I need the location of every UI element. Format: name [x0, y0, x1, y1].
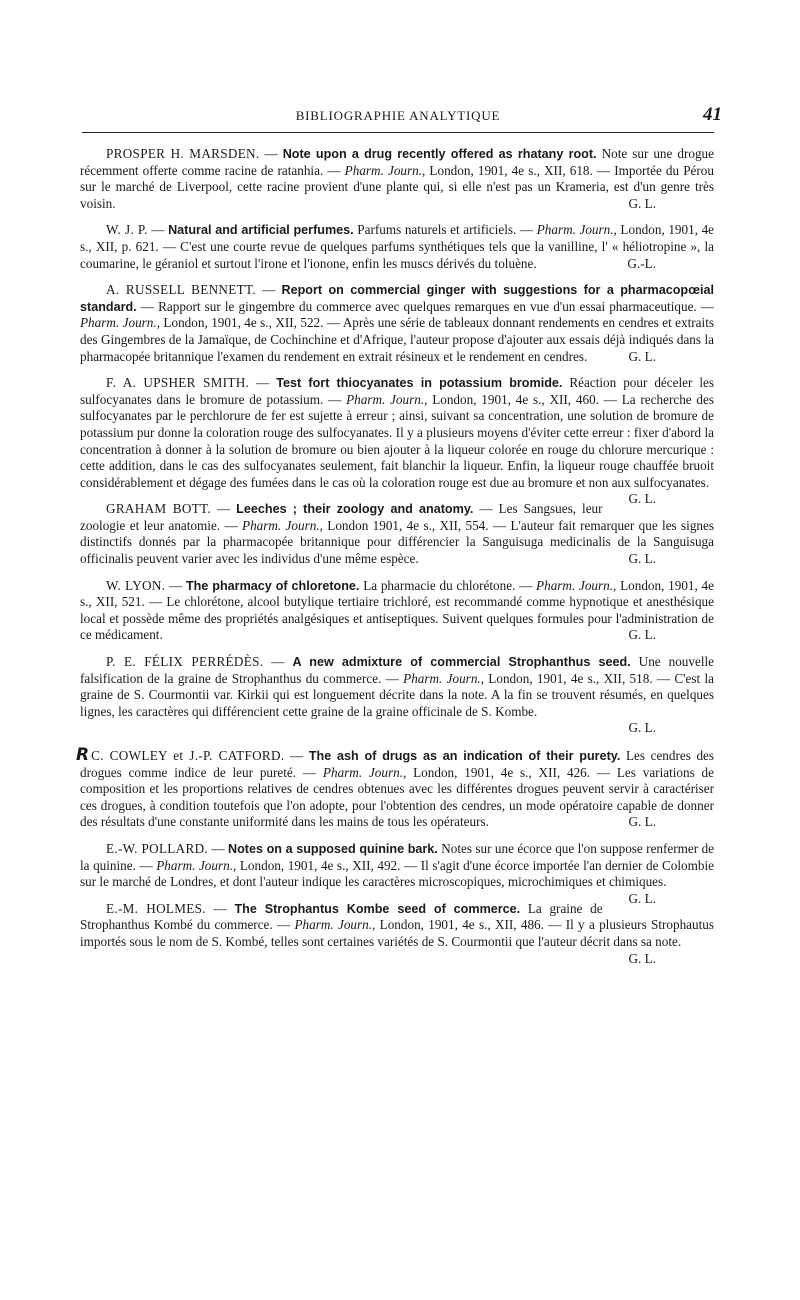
entry-title: The Strophantus Kombe seed of commerce.	[234, 901, 521, 916]
bibliography-entry: P. E. FÉLIX PERRÉDÈS. — A new admixture of commercial Strophanthus seed. Une nouvelle falsification de la graine de Strophanthus du commerce. — Pharm. Journ., London, 1901, 4e s., XII, 518. — C'est la graine de S. Courmontii var. Kirkii qui est longuement décrite dans la note. A la fin se trouvent résumés, en quelques lignes, les caractères qui différencient cette graine de la graine officinale de S. Kombe. G. L.	[80, 654, 715, 736]
entry-title: A new admixture of commercial Strophanthus seed.	[292, 655, 631, 670]
entry-body: , London, 1901, 4e s., XII, 426. — Les variations de composition et les proportions relatives de cendres obtenues avec les différentes drogues peuvent servir à caractériser ces drogues, à condition toutefois que l'on adopte, pour l'obtention des cendres, un mode opératoire capable de donner des résultats d'une constante uniformité dans les mains de tous les opérateurs.	[80, 764, 714, 830]
bibliography-list	[76, 146, 715, 967]
entry-title: The ash of drugs as an indication of their purety.	[308, 749, 621, 763]
entry-body: Une nouvelle falsification de la graine de Strophanthus du commerce. —	[80, 654, 715, 686]
entry-body: La graine de Strophanthus Kombé du commerce. —	[80, 900, 603, 933]
entry-title: Leeches ; their zoology and anatomy.	[236, 502, 474, 517]
bibliography-entry: A. RUSSELL BENNETT. — Report on commercial ginger with suggestions for a pharmacopœial standard. — Rapport sur le gingembre du commerce avec quelques remarques en vue d'un essai pharmaceutique. — Pharm. Journ., London, 1901, 4e s., XII, 522. — Après une série de tableaux donnant rendements en cendres et extraits des Gingembres de la Jamaïque, de Cochinchine et d'Afrique, l'auteur propose d'ajouter aux essais déjà indiqués dans la pharmacopée britannique l'examen du rendement en extrait résineux et le rendement en cendres. G. L.	[80, 282, 715, 364]
entry-signature: G. L.	[628, 720, 656, 736]
bibliography-entry: W. J. P. — Natural and artificial perfumes. Parfums naturels et artificiels. — Pharm. Journ., London, 1901, 4e s., XII, p. 621. — C'est une courte revue de quelques parfums synthétiques tels que la vanilline, l' « héliotropine », la coumarine, le géraniol et surtout l'irone et l'ionone, enfin les muscs dérivés du toluène. G.-L.	[80, 222, 715, 271]
entry-signature: G. L.	[628, 348, 656, 364]
entry-journal: Pharm. Journ.	[536, 222, 614, 238]
entry-journal: Pharm. Journ.	[156, 857, 234, 873]
bibliography-entry: E.-W. POLLARD. — Notes on a supposed quinine bark. Notes sur une écorce que l'on suppose renfermer de la quinine. — Pharm. Journ., London, 1901, 4e s., XII, 492. — Il s'agit d'une écorce importée l'an dernier de Colombie sur le marché de Londres, et dont l'auteur indique les caractères microscopiques, microchimiques et chimiques. G. L.	[80, 840, 715, 906]
entry-body: , London, 1901, 4e s., XII, 518. — C'est la graine de S. Courmontii var. Kirkii qui est longuement décrite dans la note. A la fin se trouvent résumés, en quelques lignes, les caractères qui différencient cette graine de la graine officinale de S. Kombe.	[80, 670, 715, 719]
bibliography-entry: F. A. UPSHER SMITH. — Test fort thiocyanates in potassium bromide. Réaction pour déceler les sulfocyanates dans le bromure de potassium. — Pharm. Journ., London, 1901, 4e s., XII, 460. — La recherche des sulfocyanates par le perchlorure de fer est sujette à erreur ; ainsi, suivant sa concentration, une solution de bromure de potassium pur donne la coloration rouge des sulfocyanates. Il y a plusieurs moyens d'éviter cette erreur : fixer d'abord la concentration à donner à la solution de bromure ou bien ajouter à la liqueur colorée en rouge du chlorure mercurique : cette addition, dans le cas des sulfocyanates seulement, fait blanchir la liqueur. Enfin, la liqueur rouge chauffée bruoit considérablement et dégage des fumées dans le cas où la coloration rouge est due au bromure et non aux sulfocyanates. G. L.	[80, 375, 715, 507]
entry-title: The pharmacy of chloretone.	[185, 578, 360, 593]
entry-body: , London, 1901, 4e s., XII, 522. — Après une série de tableaux donnant rendements en cendres et extraits des Gingembres de la Jamaïque, de Cochinchine et d'Afrique, l'auteur propose d'ajouter aux essais déjà indiqués dans la pharmacopée britannique l'examen du rendement en extrait résineux et le rendement en cendres.	[80, 315, 714, 364]
entry-body: Réaction pour déceler les sulfocyanates dans le bromure de potassium. —	[80, 375, 715, 407]
entry-author: A. RUSSELL BENNETT.	[106, 282, 256, 298]
entry-body: Rapport sur le gingembre du commerce avec quelques remarques en vue d'un essai pharmaceutique. —	[158, 298, 715, 314]
entry-title: Notes on a supposed quinine bark.	[228, 841, 438, 856]
entry-body: , London, 1901, 4e s., XII, 521. — Le chlorétone, alcool butylique tertiaire trichloré, est recommandé comme hypnotique et anesthésique local et possède même des propriétés analgésiques et antiseptiques. Suivent quelques formules pour l'administration de ce médicament.	[80, 577, 715, 643]
entry-journal: Pharm. Journ.	[242, 517, 320, 533]
entry-body: , London, 1901, 4e s., XII, 460. — La recherche des sulfocyanates par le perchlorure de fer est sujette à erreur ; ainsi, suivant sa concentration, une solution de bromure de potassium pur donne la coloration rouge des sulfocyanates. Il y a plusieurs moyens d'éviter cette erreur : fixer d'abord la concentration à donner à la solution de bromure ou bien ajouter à la liqueur colorée en rouge du chlorure mercurique : cette addition, dans le cas des sulfocyanates seulement, fait blanchir la liqueur. Enfin, la liqueur rouge chauffée bruoit considérablement et dégage des fumées dans le cas où la coloration rouge est due au bromure et non aux sulfocyanates.	[80, 391, 715, 490]
entry-journal: Pharm. Journ.	[344, 162, 423, 178]
entry-signature: G. L.	[628, 627, 656, 643]
entry-journal: Pharm. Journ.	[536, 577, 614, 593]
entry-author: F. A. UPSHER SMITH.	[106, 375, 250, 391]
entry-signature: G. L.	[628, 491, 656, 507]
entry-title: Note upon a drug recently offered as rhatany root.	[282, 147, 597, 161]
entry-body: , London, 1901, 4e s., XII, p. 621. — C'est une courte revue de quelques parfums synthétiques tels que la vanilline, l' « héliotropine », la coumarine, le géraniol et surtout l'irone et l'ionone, enfin les muscs dérivés du toluène.	[80, 222, 715, 271]
entry-signature: G. L.	[628, 950, 656, 966]
entry-title: Natural and artificial perfumes.	[168, 223, 354, 238]
running-title: BIBLIOGRAPHIE ANALYTIQUE	[295, 108, 501, 123]
entry-body: La pharmacie du chlorétone. —	[363, 577, 533, 593]
entry-author: E.-W. POLLARD.	[106, 840, 208, 856]
entry-title: Report on commercial ginger with suggestions for a pharmacopœial standard.	[80, 283, 714, 314]
entry-signature: G. L.	[628, 890, 656, 906]
entry-body: Note sur une drogue récemment offerte comme racine de ratanhia. —	[80, 146, 715, 178]
entry-body: Notes sur une écorce que l'on suppose renfermer de la quinine. —	[80, 840, 715, 873]
entry-author: W. J. P.	[106, 222, 148, 238]
entry-body: , London 1901, 4e s., XII, 554. — L'auteur fait remarquer que les signes distinctifs donnés par la pharmacopée britannique pour différencier la Sanguisuga medicinalis de la Sanguisuga officinalis peuvent varier avec les individus d'une même espèce.	[80, 517, 715, 567]
handwritten-mark: R	[76, 745, 90, 765]
entry-title: Test fort thiocyanates in potassium bromide.	[276, 376, 563, 391]
entry-body: , London, 1901, 4e s., XII, 618. — Importée du Pérou sur le marché de Liverpool, cette racine provient d'une plante qui, si elle n'est pas un Krameria, est d'un genre très voisin.	[80, 162, 714, 211]
bibliography-entry: GRAHAM BOTT. — Leeches ; their zoology and anatomy. — Les Sangsues, leur zoologie et leur anatomie. — Pharm. Journ., London 1901, 4e s., XII, 554. — L'auteur fait remarquer que les signes distinctifs donnés par la pharmacopée britannique pour différencier la Sanguisuga medicinalis de la Sanguisuga officinalis peuvent varier avec les individus d'une même espèce. G. L.	[80, 501, 715, 567]
entry-journal: Pharm. Journ.	[403, 670, 481, 686]
entry-author: C. COWLEY et J.-P. CATFORD.	[91, 748, 285, 763]
bibliography-entry: E.-M. HOLMES. — The Strophantus Kombe seed of commerce. La graine de Strophanthus Kombé du commerce. — Pharm. Journ., London, 1901, 4e s., XII, 486. — Il y a plusieurs Strophautus importés sous le nom de S. Kombé, telles sont certaines variétés de S. Courmontii que l'auteur décrit dans sa note. G. L.	[80, 900, 715, 966]
header-rule	[82, 132, 714, 133]
entry-body: Les cendres des drogues comme indice de leur pureté. —	[80, 748, 715, 780]
entry-journal: Pharm. Journ.	[322, 764, 403, 780]
entry-author: E.-M. HOLMES.	[106, 900, 206, 916]
entry-body: , London, 1901, 4e s., XII, 486. — Il y a plusieurs Strophautus importés sous le nom de S. Kombé, telles sont certaines variétés de S. Courmontii que l'auteur décrit dans sa note.	[80, 917, 715, 949]
page-number: 41	[703, 104, 722, 125]
entry-journal: Pharm. Journ.	[346, 391, 425, 407]
entry-author: GRAHAM BOTT.	[106, 501, 211, 517]
entry-journal: Pharm. Journ.	[294, 917, 373, 933]
entry-body: — Les Sangsues, leur zoologie et leur anatomie. —	[80, 501, 603, 533]
entry-author: PROSPER H. MARSDEN.	[106, 146, 260, 161]
entry-journal: Pharm. Journ.	[80, 315, 157, 331]
entry-signature: G. L.	[628, 551, 656, 567]
bibliography-entry: W. LYON. — The pharmacy of chloretone. La pharmacie du chlorétone. — Pharm. Journ., London, 1901, 4e s., XII, 521. — Le chlorétone, alcool butylique tertiaire trichloré, est recommandé comme hypnotique et anesthésique local et possède même des propriétés analgésiques et antiseptiques. Suivent quelques formules pour l'administration de ce médicament. G. L.	[80, 577, 715, 643]
entry-signature: G.-L.	[627, 255, 656, 271]
page-header	[82, 104, 722, 126]
entry-author: P. E. FÉLIX PERRÉDÈS.	[106, 654, 264, 670]
entry-author: W. LYON.	[106, 577, 166, 593]
entry-signature: G. L.	[628, 195, 656, 211]
entry-body: , London, 1901, 4e s., XII, 492. — Il s'agit d'une écorce importée l'an dernier de Colombie sur le marché de Londres, et dont l'auteur indique les caractères microscopiques, microchimiques et chimiques.	[80, 857, 714, 890]
entry-signature: G. L.	[628, 814, 656, 830]
bibliography-entry: R C. COWLEY et J.-P. CATFORD. — The ash of drugs as an indication of their purety. Les cendres des drogues comme indice de leur pureté. — Pharm. Journ., London, 1901, 4e s., XII, 426. — Les variations de composition et les proportions relatives de cendres obtenues avec les différentes drogues peuvent servir à caractériser ces drogues, à condition toutefois que l'on adopte, pour l'obtention des cendres, un mode opératoire capable de donner des résultats d'une constante uniformité dans les mains de tous les opérateurs. G. L.	[76, 745, 715, 830]
bibliography-entry: PROSPER H. MARSDEN. — Note upon a drug recently offered as rhatany root. Note sur une drogue récemment offerte comme racine de ratanhia. — Pharm. Journ., London, 1901, 4e s., XII, 618. — Importée du Pérou sur le marché de Liverpool, cette racine provient d'une plante qui, si elle n'est pas un Krameria, est d'un genre très voisin. G. L.	[80, 146, 715, 211]
entry-body: Parfums naturels et artificiels. —	[357, 222, 534, 238]
